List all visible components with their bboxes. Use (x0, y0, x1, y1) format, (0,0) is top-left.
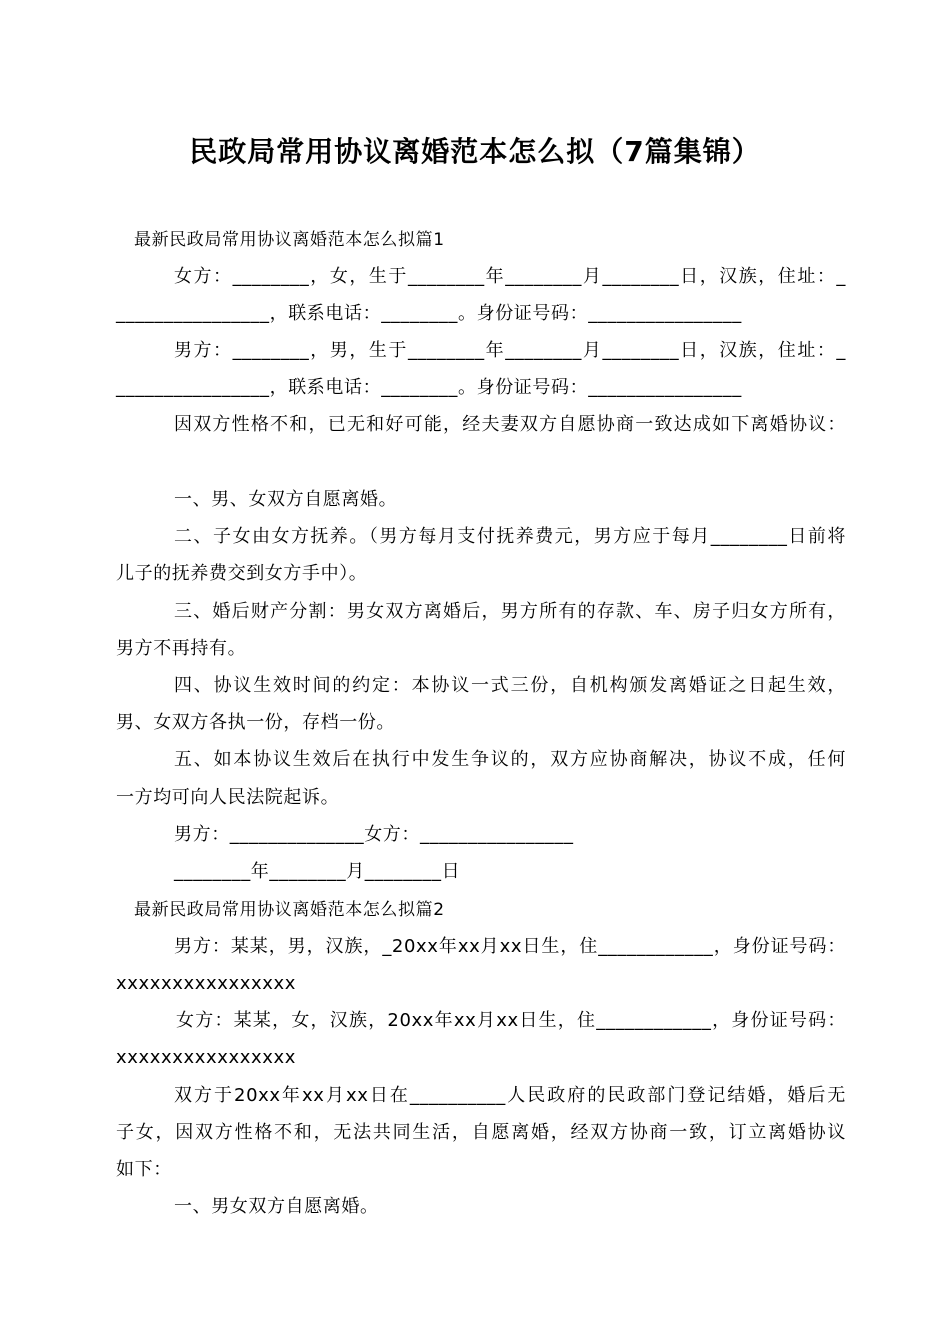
document-title: 民政局常用协议离婚范本怎么拟（7篇集锦） (189, 135, 761, 168)
paragraph-line: ________________，联系电话：________。身份证号码：________________ (116, 303, 742, 324)
clause-line: 三、婚后财产分割：男女双方离婚后，男方所有的存款、车、房子归女方所有， (174, 601, 846, 622)
paragraph-line: 因双方性格不和，已无和好可能，经夫妻双方自愿协商一致达成如下离婚协议： (174, 414, 846, 435)
clause-line: 男方不再持有。 (116, 638, 247, 659)
clause-line: 儿子的抚养费交到女方手中）。 (116, 563, 368, 584)
clause-line: 二、子女由女方抚养。（男方每月支付抚养费元，男方应于每月________日前将 (174, 526, 846, 547)
clause-line: 五、如本协议生效后在执行中发生争议的，双方应协商解决，协议不成，任何 (174, 749, 846, 770)
paragraph-line: 女方：某某，女，汉族，20xx年xx月xx日生，住____________，身份证号码： (176, 1010, 846, 1031)
paragraph-line: 双方于20xx年xx月xx日在__________人民政府的民政部门登记结婚，婚后无 (174, 1085, 846, 1106)
clause-line: 一、男、女双方自愿离婚。 (174, 489, 398, 510)
clause-line: 四、协议生效时间的约定：本协议一式三份，自机构颁发离婚证之日起生效， (174, 675, 846, 696)
paragraph-line: 男方：某某，男，汉族，_20xx年xx月xx日生，住____________，身份证号码： (174, 936, 846, 957)
paragraph-line: ________________，联系电话：________。身份证号码：________________ (116, 377, 742, 398)
section-heading: 最新民政局常用协议离婚范本怎么拟篇2 (134, 900, 445, 920)
paragraph-line: xxxxxxxxxxxxxxxx (116, 973, 297, 994)
date-line: ________年________月________日 (174, 861, 461, 882)
paragraph-line: 如下： (116, 1159, 172, 1180)
paragraph-line: 男方：________，男，生于________年________月________日，汉族，住址：_ (174, 340, 846, 361)
paragraph-line: 女方：________，女，生于________年________月________日，汉族，住址：_ (174, 266, 846, 287)
clause-line: 一、男女双方自愿离婚。 (174, 1196, 379, 1217)
clause-line: 一方均可向人民法院起诉。 (116, 787, 340, 808)
section-heading: 最新民政局常用协议离婚范本怎么拟篇1 (134, 230, 445, 250)
paragraph-line: xxxxxxxxxxxxxxxx (116, 1047, 297, 1068)
clause-line: 男、女双方各执一份，存档一份。 (116, 712, 395, 733)
paragraph-line: 子女，因双方性格不和，无法共同生活，自愿离婚，经双方协商一致，订立离婚协议 (116, 1122, 846, 1143)
signature-line: 男方：______________女方：________________ (174, 824, 574, 845)
